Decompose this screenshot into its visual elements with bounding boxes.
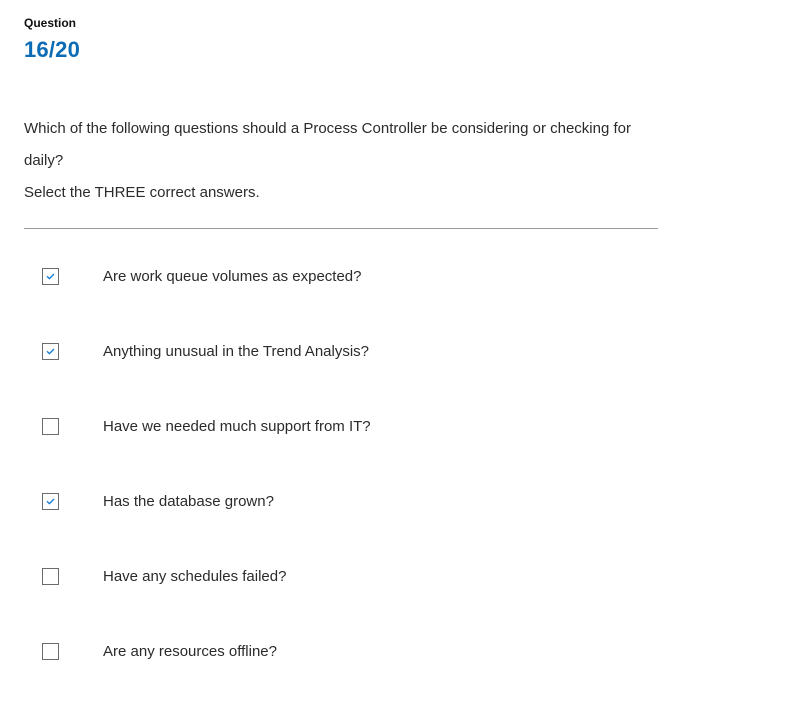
answer-label: Have we needed much support from IT? <box>103 417 371 435</box>
checkmark-icon <box>46 273 55 280</box>
answer-label: Have any schedules failed? <box>103 567 287 585</box>
answer-checkbox[interactable] <box>42 268 59 285</box>
answer-checkbox[interactable] <box>42 418 59 435</box>
answer-option[interactable] <box>42 266 361 286</box>
question-instruction: Select the THREE correct answers. <box>24 184 260 201</box>
answer-option[interactable] <box>42 416 371 436</box>
answer-checkbox[interactable] <box>42 493 59 510</box>
question-label: Question <box>24 16 77 30</box>
question-text: Which of the following questions should a Process Controller be considering or checking for daily? <box>24 120 631 169</box>
question-counter: 16/20 <box>24 37 81 62</box>
answer-checkbox[interactable] <box>42 643 59 660</box>
answer-option[interactable] <box>42 341 369 361</box>
answer-option[interactable] <box>42 491 274 511</box>
answer-checkbox[interactable] <box>42 343 59 360</box>
answer-checkbox[interactable] <box>42 568 59 585</box>
answer-label: Are work queue volumes as expected? <box>103 267 362 285</box>
answer-label: Has the database grown? <box>103 492 274 510</box>
question-block <box>24 113 664 209</box>
checkmark-icon <box>46 498 55 505</box>
answer-label: Are any resources offline? <box>103 642 277 660</box>
answer-option[interactable] <box>42 641 277 661</box>
answer-label: Anything unusual in the Trend Analysis? <box>103 342 370 360</box>
answer-option[interactable] <box>42 566 286 586</box>
checkmark-icon <box>46 348 55 355</box>
divider <box>24 228 658 229</box>
question-header <box>24 16 80 63</box>
